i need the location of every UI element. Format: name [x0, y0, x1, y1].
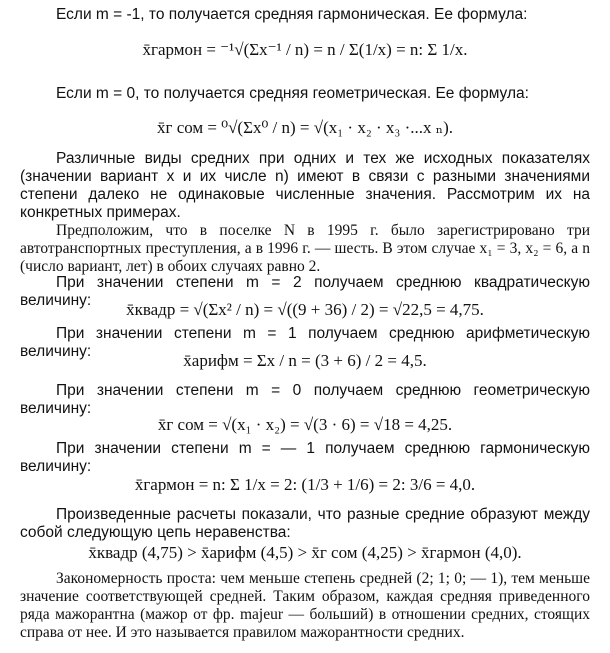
formula-harmonic-mean: x̄гармон = ⁻¹√(Σx⁻¹ / n) = n / Σ(1/x) = n: Σ 1/x.	[142, 40, 468, 59]
formula-geometric-mean: x̄г сом = ⁰√(Σx⁰ / n) = √(x₁ · x₂ · x₃ ·...x ₙ).	[156, 118, 454, 137]
paragraph-geometric-intro: Если m = 0, то получается средняя геометрическая. Ее формула:	[56, 85, 529, 102]
paragraph-arithmetic-intro: При значении степени m = 1 получаем среднюю арифметическую величину:	[20, 325, 590, 360]
paragraph-harmonic-example-intro: При значении степени m = — 1 получаем среднюю гармоническую величину:	[20, 440, 590, 475]
formula-inequality-chain: x̄квадр (4,75) > x̄арифм (4,5) > x̄г сом (4,25) > x̄гармон (4,0).	[88, 543, 522, 562]
paragraph-harmonic-intro: Если m = -1, то получается средняя гармоническая. Ее формула:	[56, 6, 528, 23]
formula-geometric-example: x̄г сом = √(x₁ · x₂) = √(3 · 6) = √18 = 4,25.	[157, 415, 453, 434]
formula-arithmetic-mean: x̄арифм = Σx / n = (3 + 6) / 2 = 4,5.	[183, 351, 427, 370]
paragraph-quadratic-intro: При значении степени m = 2 получаем среднюю квадратическую величину:	[20, 274, 590, 309]
paragraph-different-means: Различные виды средних при одних и тех же исходных показателях (значении вариант x и их числе n) имеют в связи с разными значениями степени далеко не одинаковые численные значения. Рассмотрим их на конкретных примерах.	[20, 150, 590, 221]
paragraph-example-setup: Предположим, что в поселке N в 1995 г. было зарегистрировано три автотранспортных преступления, а в 1996 г. — шесть. В этом случае x₁ = 3, x₂ = 6, а n (число вариант, лет) в обоих случаях равно 2.	[20, 222, 590, 275]
paragraph-geometric-example-intro: При значении степени m = 0 получаем среднюю геометрическую величину:	[20, 382, 590, 417]
formula-harmonic-example: x̄гармон = n: Σ 1/x = 2: (1/3 + 1/6) = 2: 3/6 = 4,0.	[134, 475, 476, 494]
paragraph-inequality-intro: Произведенные расчеты показали, что разные средние образуют между собой следующую цепь неравенства:	[20, 506, 590, 541]
formula-quadratic-mean: x̄квадр = √(Σx² / n) = √((9 + 36) / 2) = √22,5 = 4,75.	[126, 300, 484, 319]
paragraph-majorant-rule: Закономерность проста: чем меньше степень средней (2; 1; 0; — 1), тем меньше значение соответствующей средней. Таким образом, каждая средняя приведенного ряда мажорантна (мажор от фр. majeur — больший) в отношении средних, стоящих справа от нее. И это называется правилом мажорантности средних.	[20, 570, 590, 641]
